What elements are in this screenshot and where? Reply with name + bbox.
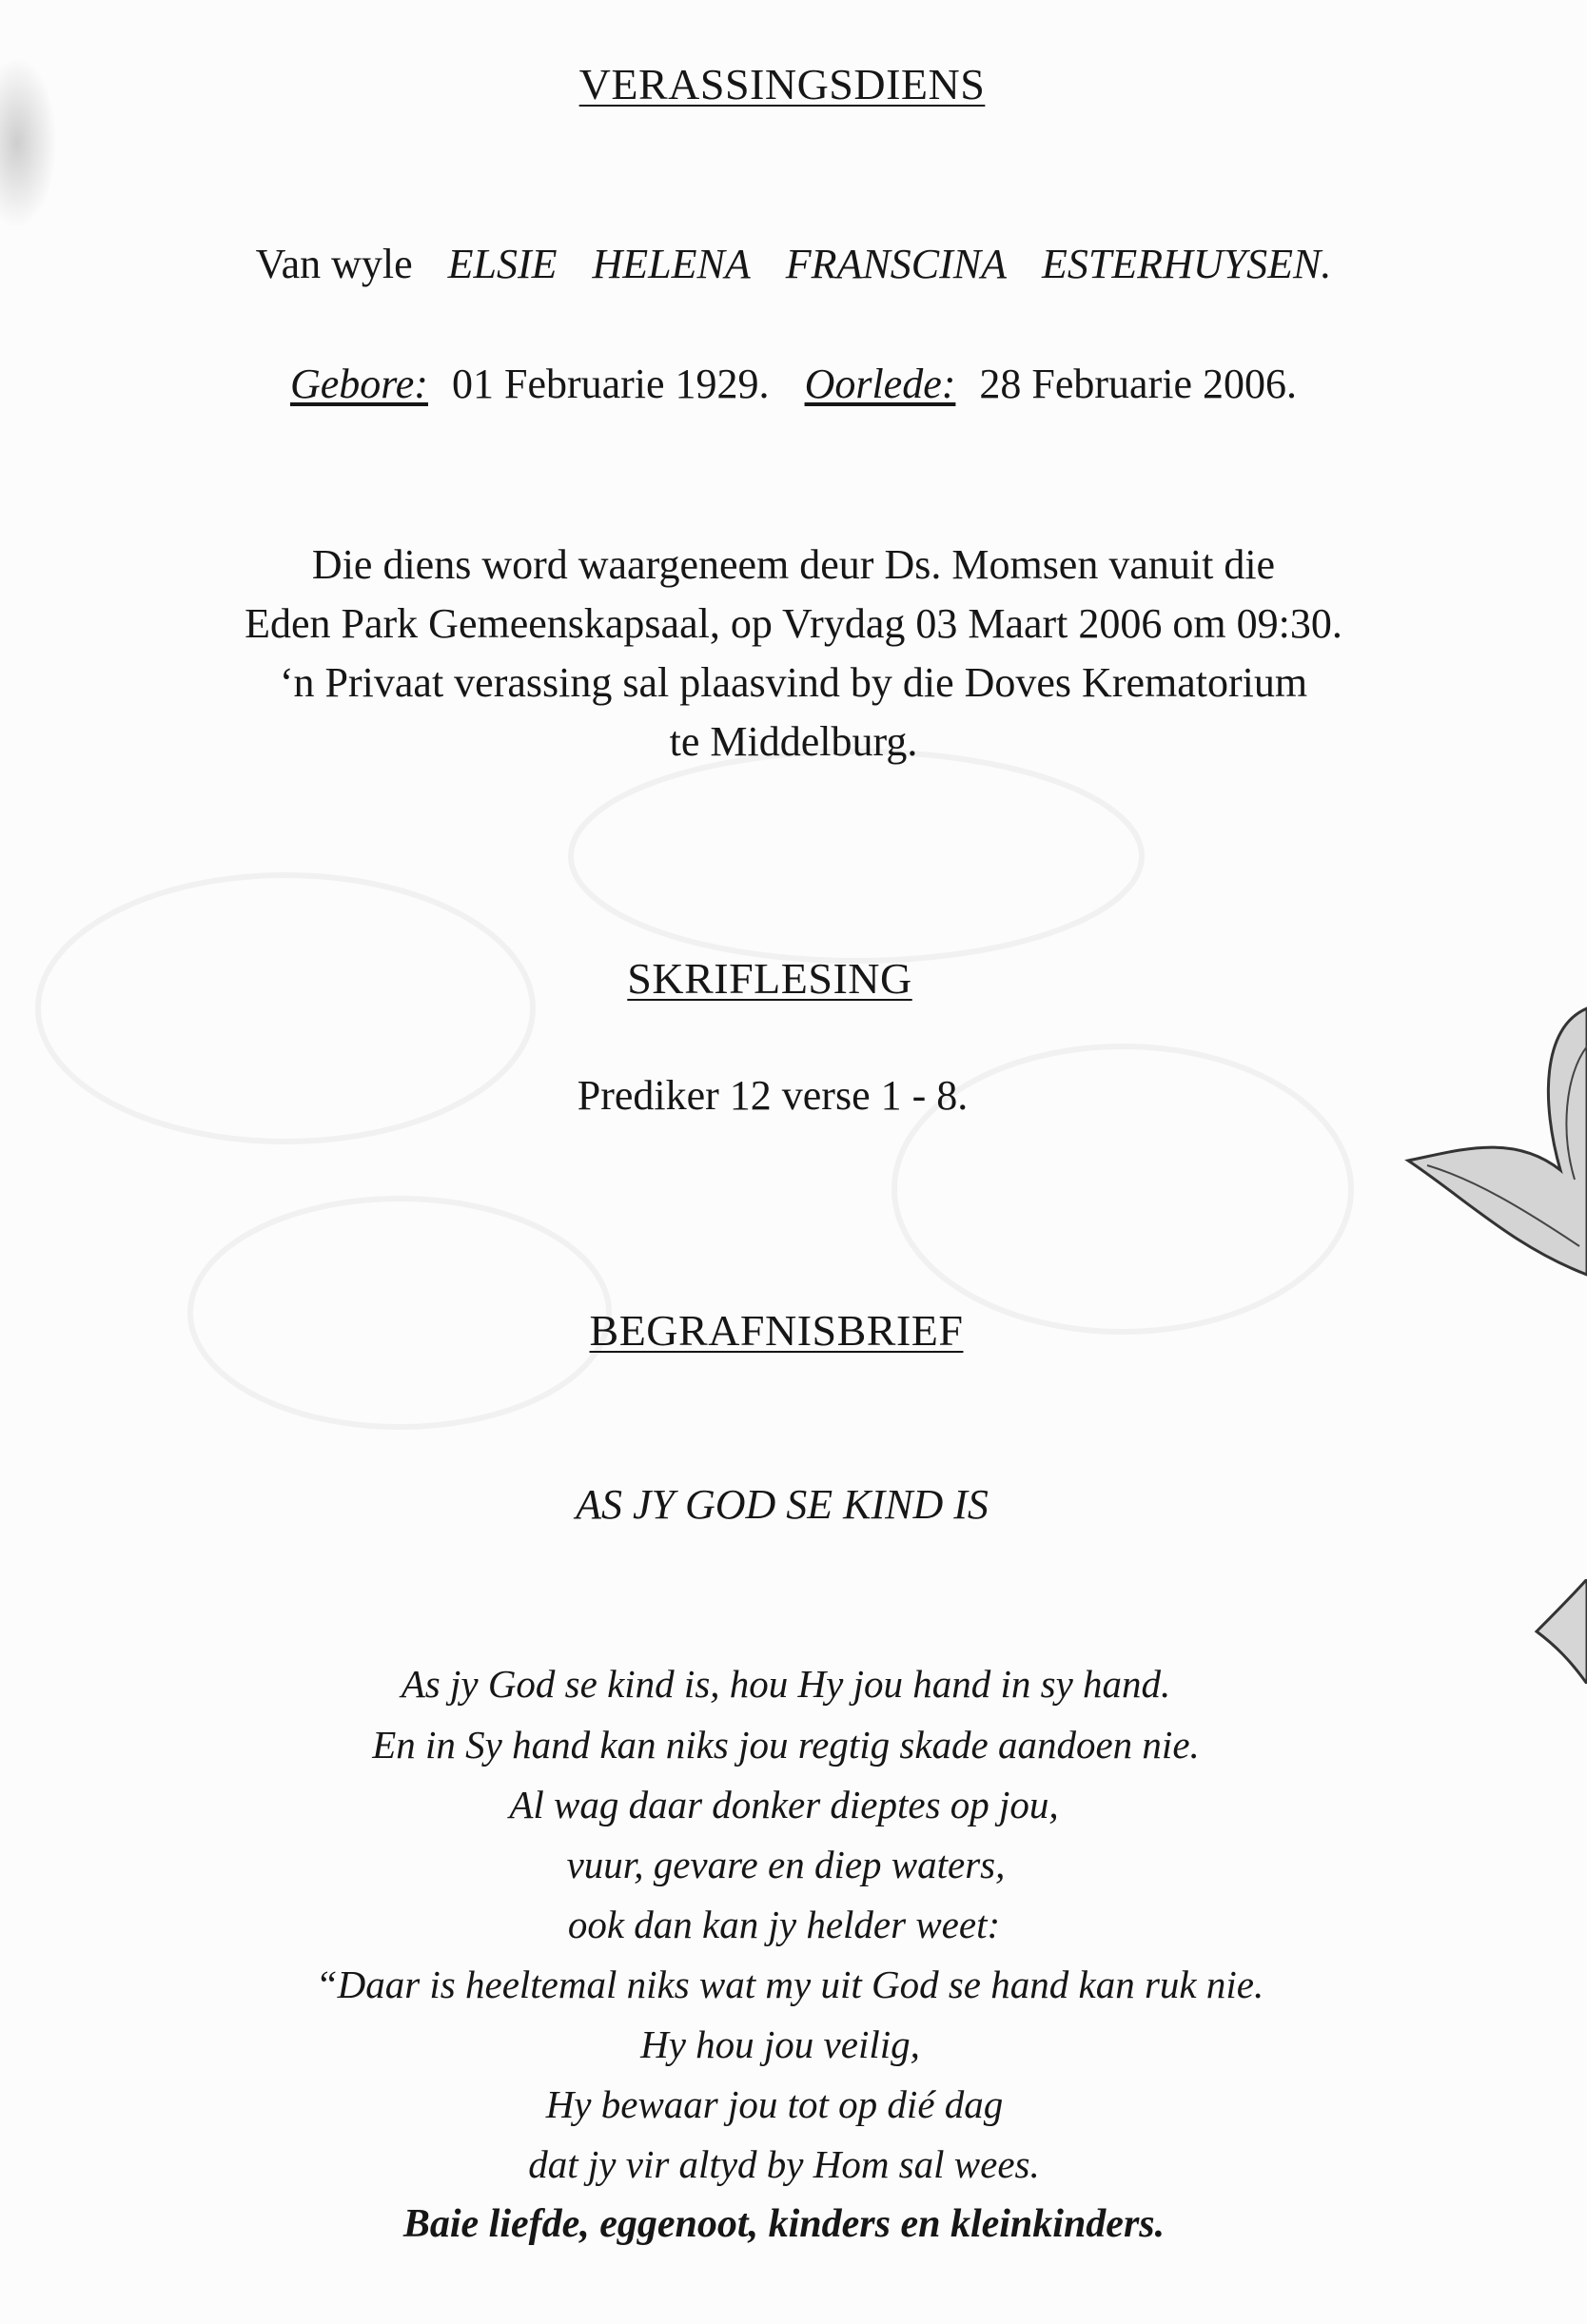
service-details-line: Die diens word waargeneem deur Ds. Momsen vanuit die	[311, 541, 1276, 588]
second-name: HELENA	[592, 241, 751, 287]
dates-line	[0, 360, 1587, 408]
died-label: Oorlede:	[804, 361, 956, 407]
poem-line: vuur, gevare en diep waters,	[566, 1843, 1006, 1886]
poem-line: dat jy vir altyd by Hom sal wees.	[528, 2142, 1040, 2186]
service-title: VERASSINGSDIENS	[578, 60, 986, 108]
died-date: 28 Februarie 2006.	[979, 361, 1297, 407]
letter-subtitle: AS JY GOD SE KIND IS	[576, 1481, 989, 1528]
service-details-line: ‘n Privaat verassing sal plaasvind by die Doves Krematorium	[279, 659, 1308, 706]
born-label: Gebore:	[289, 361, 428, 407]
service-details-line: te Middelburg.	[669, 718, 918, 765]
poem-line: Hy hou jou veilig,	[640, 2022, 920, 2066]
service-details-line: Eden Park Gemeenskapsaal, op Vrydag 03 Maart 2006 om 09:30.	[245, 600, 1342, 647]
scripture-reference: Prediker 12 verse 1 - 8.	[577, 1072, 969, 1119]
poem-line: ook dan kan jy helder weet:	[567, 1903, 1001, 1946]
leaf-decoration-icon	[1399, 989, 1587, 1332]
third-name: FRANSCINA	[785, 241, 1007, 287]
surname: ESTERHUYSEN.	[1041, 241, 1332, 287]
name-prefix: Van wyle	[255, 241, 413, 287]
closing-signature: Baie liefde, eggenoot, kinders en kleinkinders.	[402, 2202, 1166, 2246]
born-date: 01 Februarie 1929.	[451, 361, 770, 407]
letter-title: BEGRAFNISBRIEF	[589, 1306, 964, 1355]
poem-line: Hy bewaar jou tot op dié dag	[545, 2082, 1004, 2126]
scripture-title: SKRIFLESING	[627, 954, 912, 1003]
poem-line: Al wag daar donker dieptes op jou,	[509, 1783, 1059, 1826]
poem-line: “Daar is heeltemal niks wat my uit God se hand kan ruk nie.	[315, 1963, 1264, 2006]
poem-line: As jy God se kind is, hou Hy jou hand in sy hand.	[401, 1662, 1171, 1706]
deceased-name-line	[0, 240, 1587, 288]
poem-line: En in Sy hand kan niks jou regtig skade aandoen nie.	[372, 1723, 1200, 1767]
first-name: ELSIE	[447, 241, 558, 287]
